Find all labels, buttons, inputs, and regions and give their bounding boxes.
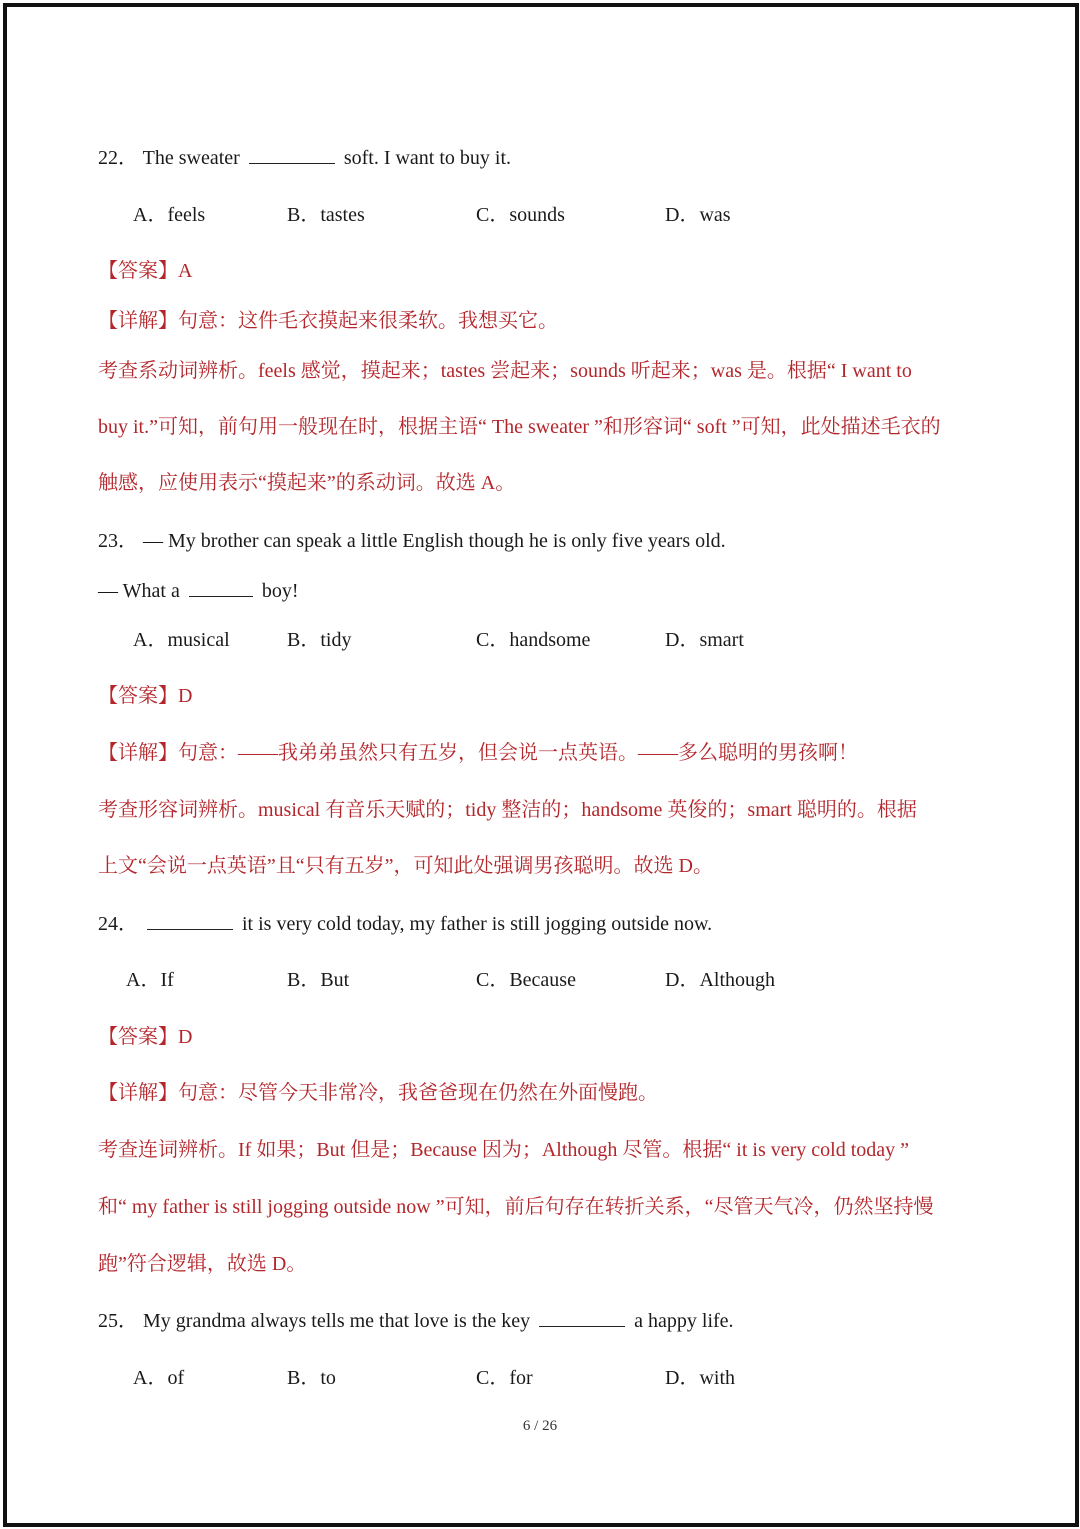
- answer-blank: [539, 1308, 625, 1327]
- detail-line: 考查形容词辨析。musical 有音乐天赋的；tidy 整洁的；handsome 英俊的；smart 聪明的。根据: [98, 799, 917, 821]
- answer-23: 【答案】D: [98, 685, 193, 707]
- question-23-stem: [98, 528, 726, 554]
- detail-line: 和“ my father is still jogging outside now ”可知，前后句存在转折关系，“尽管天气冷，仍然坚持慢: [98, 1196, 934, 1218]
- option-a: A．feels: [133, 204, 206, 226]
- detail-line: 考查系动词辨析。feels 感觉，摸起来；tastes 尝起来；sounds 听起来；was 是。根据“ I want to: [98, 360, 912, 382]
- option-a: A．If: [126, 969, 174, 991]
- option-d: D．Although: [665, 969, 775, 991]
- option-c: C．sounds: [476, 204, 565, 226]
- stem-text: — What a: [98, 580, 180, 602]
- stem-text: soft. I want to buy it.: [343, 147, 512, 169]
- option-a: A．musical: [133, 629, 230, 651]
- option-c: C．for: [476, 1367, 533, 1389]
- detail-line: 【详解】句意：尽管今天非常冷，我爸爸现在仍然在外面慢跑。: [98, 1082, 658, 1104]
- detail-line: 考查连词辨析。If 如果；But 但是；Because 因为；Although 尽管。根据“ it is very cold today ”: [98, 1139, 910, 1161]
- detail-line: 跑”符合逻辑，故选 D。: [98, 1253, 307, 1275]
- stem-text: boy!: [261, 580, 299, 602]
- option-d: D．smart: [665, 629, 744, 651]
- stem-text: — My brother can speak a little English though he is only five years old.: [143, 530, 726, 552]
- question-23-stem-line2: [98, 578, 299, 604]
- question-number: 25．: [98, 1310, 138, 1332]
- stem-text: The sweater: [142, 147, 240, 169]
- option-b: B．But: [287, 969, 350, 991]
- question-number: 22．: [98, 147, 138, 169]
- option-b: B．tastes: [287, 204, 365, 226]
- option-c: C．handsome: [476, 629, 591, 651]
- option-b: B．tidy: [287, 629, 352, 651]
- detail-line: buy it.”可知，前句用一般现在时，根据主语“ The sweater ”和形容词“ soft ”可知，此处描述毛衣的: [98, 416, 941, 438]
- detail-line: 【详解】句意：——我弟弟虽然只有五岁，但会说一点英语。——多么聪明的男孩啊！: [98, 742, 858, 764]
- option-a: A．of: [133, 1367, 185, 1389]
- question-number: 24．: [98, 913, 138, 935]
- option-d: D．with: [665, 1367, 735, 1389]
- stem-text: a happy life.: [634, 1310, 734, 1332]
- answer-blank: [189, 578, 253, 597]
- detail-line: 触感，应使用表示“摸起来”的系动词。故选 A。: [98, 472, 516, 494]
- option-c: C．Because: [476, 969, 576, 991]
- question-22-stem: [98, 145, 511, 171]
- stem-text: My grandma always tells me that love is the key: [143, 1310, 531, 1332]
- detail-line: 【详解】句意：这件毛衣摸起来很柔软。我想买它。: [98, 310, 558, 332]
- answer-24: 【答案】D: [98, 1026, 193, 1048]
- question-25-stem: [98, 1308, 734, 1334]
- question-number: 23．: [98, 530, 138, 552]
- question-24-stem: [98, 911, 712, 937]
- answer-blank: [249, 145, 335, 164]
- option-d: D．was: [665, 204, 731, 226]
- option-b: B．to: [287, 1367, 336, 1389]
- detail-line: 上文“会说一点英语”且“只有五岁”，可知此处强调男孩聪明。故选 D。: [98, 855, 713, 877]
- answer-22: 【答案】A: [98, 260, 193, 282]
- stem-text: it is very cold today, my father is still jogging outside now.: [242, 913, 713, 935]
- answer-blank: [147, 911, 233, 930]
- page-number: 6 / 26: [522, 1418, 558, 1434]
